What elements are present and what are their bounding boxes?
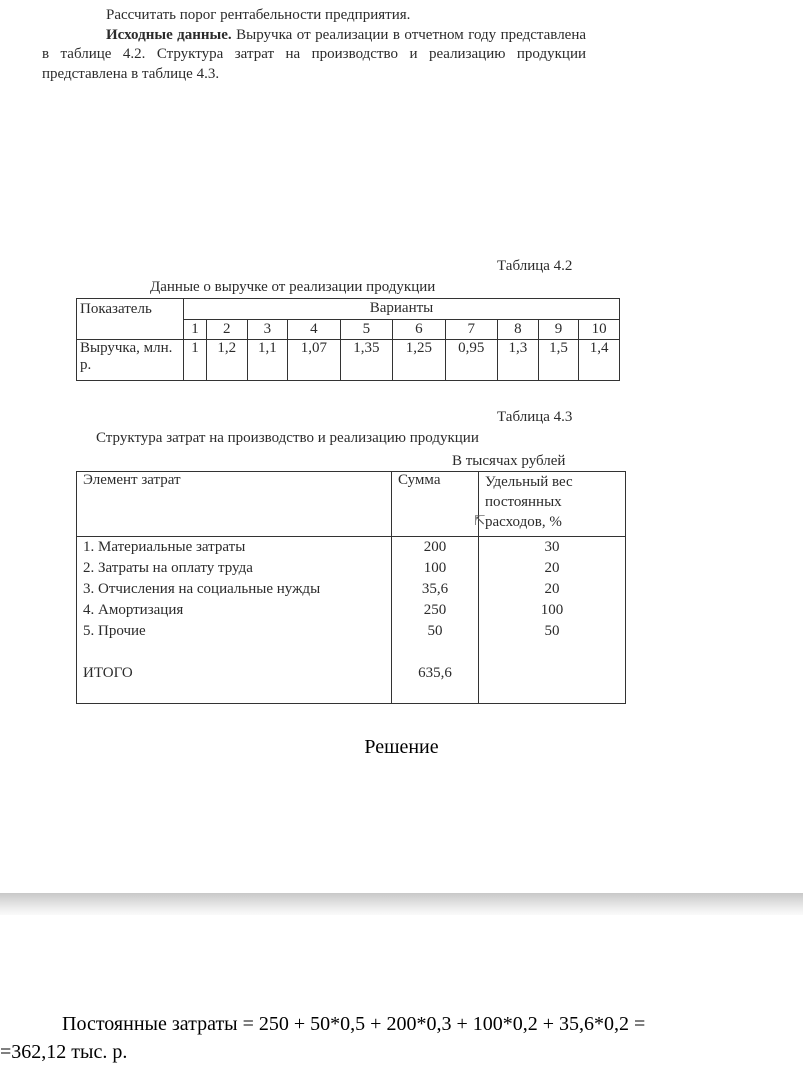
indicator-header: Показатель: [77, 299, 184, 320]
variant-number: 6: [393, 319, 445, 340]
cost-structure-table: [76, 471, 626, 704]
cost-sum: 200: [423, 539, 447, 555]
row-spacer: [83, 642, 385, 663]
cost-sum: 35,6: [421, 581, 449, 597]
element-header: Элемент затрат: [77, 472, 392, 537]
variant-number: 5: [340, 319, 392, 340]
variant-number: 8: [498, 319, 539, 340]
cost-element: 5. Прочие: [83, 623, 146, 639]
variant-number: 7: [445, 319, 497, 340]
share-column: [479, 537, 626, 704]
variants-header: Варианты: [184, 299, 620, 320]
revenue-row: [77, 340, 620, 381]
revenue-label: Выручка, млн. р.: [77, 340, 184, 381]
element-column: [77, 537, 392, 704]
formula-line-2: =362,12 тыс. р.: [0, 1041, 128, 1063]
variant-number: 9: [538, 319, 579, 340]
fixed-share: 20: [544, 560, 560, 576]
revenue-value: 1,1: [247, 340, 288, 381]
table42-number: Таблица 4.2: [497, 258, 573, 274]
variant-number: 3: [247, 319, 288, 340]
revenue-value: 1,35: [340, 340, 392, 381]
variant-number: 10: [579, 319, 620, 340]
task-text: [42, 6, 586, 84]
mouse-cursor-icon: ⇱: [474, 514, 486, 529]
revenue-value: 1,2: [206, 340, 247, 381]
source-text: Выручка от реализации в отчетном году представлена в таблице 4.2. Структура затрат на производство и реализацию продукции представлена в таблице 4.3.: [42, 26, 587, 82]
revenue-value: 1,3: [498, 340, 539, 381]
revenue-value: 1,25: [393, 340, 445, 381]
source-label: Исходные данные.: [106, 26, 232, 43]
table42-title: Данные о выручке от реализации продукции: [150, 279, 436, 295]
share-header: Удельный вес постоянных расходов, %: [479, 472, 626, 537]
fixed-share: 50: [544, 623, 560, 639]
variant-number: 4: [288, 319, 340, 340]
fixed-share: 30: [544, 539, 560, 555]
cost-element: 4. Амортизация: [83, 602, 184, 618]
table43-number: Таблица 4.3: [497, 409, 573, 425]
row-spacer: [398, 642, 472, 663]
indicator-blank: [77, 319, 184, 340]
revenue-value: 1,5: [538, 340, 579, 381]
total-sum: 635,6: [418, 665, 452, 681]
page-break-divider: [0, 893, 803, 915]
variant-number: 2: [206, 319, 247, 340]
cost-sum: 100: [423, 560, 447, 576]
variant-number: 1: [184, 319, 207, 340]
total-label: ИТОГО: [83, 665, 133, 681]
cost-sum: 50: [427, 623, 443, 639]
revenue-value: 1,07: [288, 340, 340, 381]
variants-row: [77, 319, 620, 340]
table43-units: В тысячах рублей: [452, 453, 566, 469]
table43-title: Структура затрат на производство и реализацию продукции: [96, 430, 479, 446]
task-sentence: Рассчитать порог рентабельности предприятия.: [106, 7, 411, 23]
source-paragraph: [42, 26, 586, 85]
cost-element: 2. Затраты на оплату труда: [83, 560, 253, 576]
revenue-value: 1,4: [579, 340, 620, 381]
revenue-value: 1: [184, 340, 207, 381]
fixed-share: 20: [544, 581, 560, 597]
formula-block: [0, 1010, 803, 1066]
cost-element: 3. Отчисления на социальные нужды: [83, 581, 321, 597]
sum-header: Сумма: [392, 472, 479, 537]
revenue-value: 0,95: [445, 340, 497, 381]
solution-heading: Решение: [364, 736, 439, 758]
sum-column: [392, 537, 479, 704]
cost-sum: 250: [423, 602, 447, 618]
formula-line-1: Постоянные затраты = 250 + 50*0,5 + 200*0,3 + 100*0,2 + 35,6*0,2 =: [62, 1013, 646, 1035]
cost-element: 1. Материальные затраты: [83, 539, 246, 555]
revenue-table: [76, 298, 620, 381]
fixed-share: 100: [540, 602, 564, 618]
